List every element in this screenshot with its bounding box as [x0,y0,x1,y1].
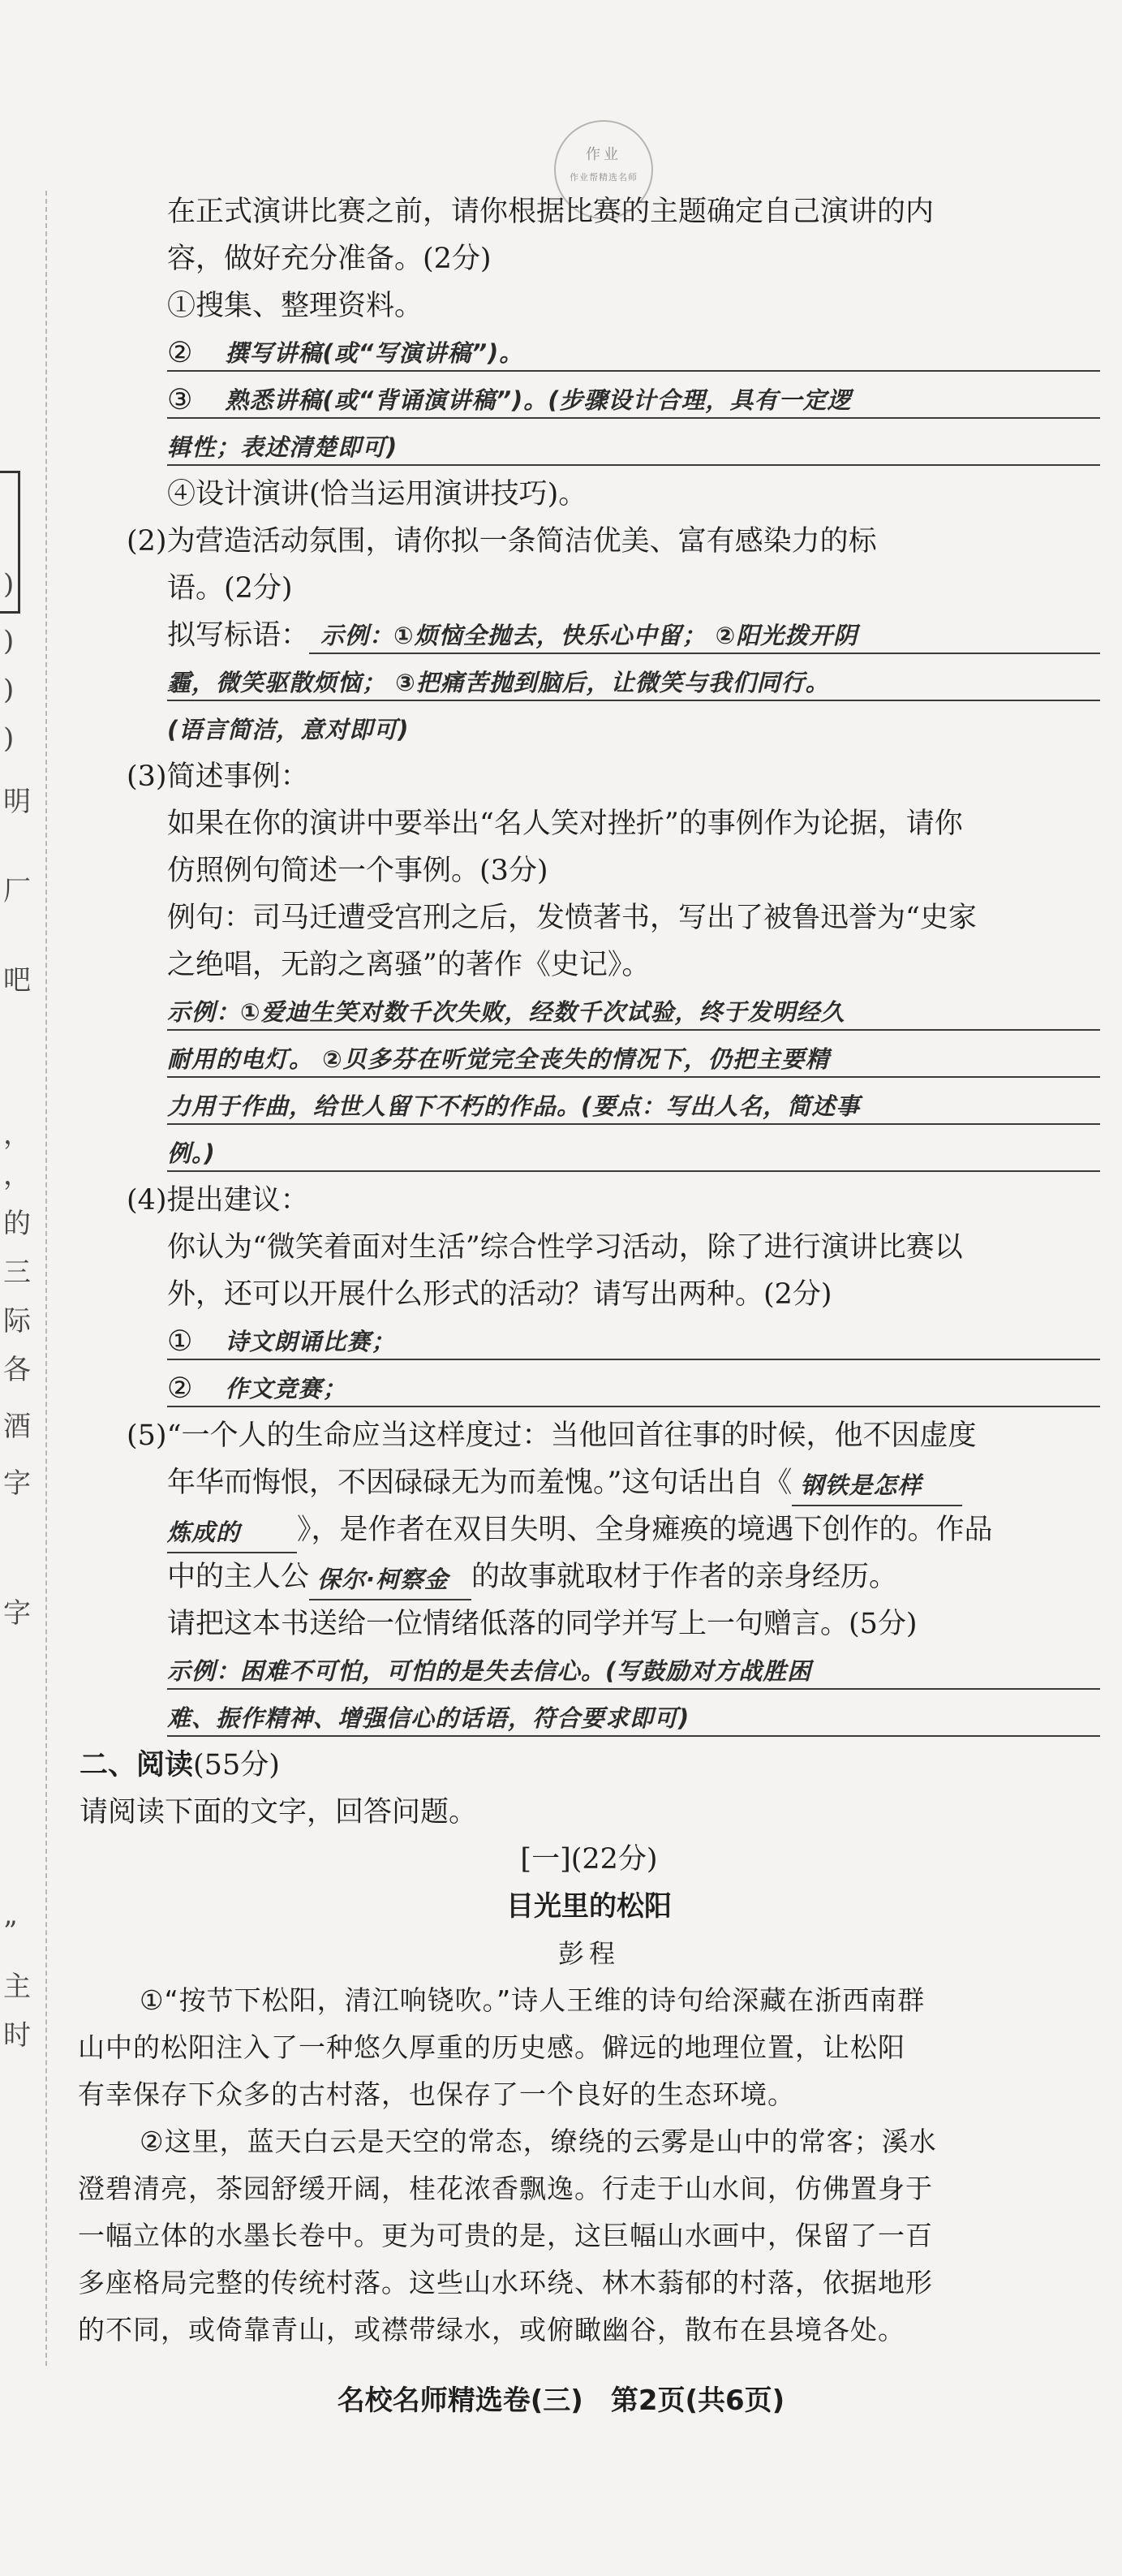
q3-answer-row [78,989,1100,1036]
edge-bleed-char: 厂 [3,875,31,907]
paragraph-2-line: 的不同，或倚靠青山，或襟带绿水，或俯瞰幽谷，散布在县境各处。 [78,2314,905,2346]
q4-prompt-line: 外，还可以开展什么形式的活动？请写出两种。(2分) [167,1278,832,1311]
edge-bleed-char: ) [3,674,15,706]
paragraph-1-line: 山中的松阳注入了一种悠久厚重的历史感。僻远的地理位置，让松阳 [78,2031,905,2063]
q4-item-2-prefix: ② [167,1372,193,1405]
left-edge-bleed-text [0,187,37,2297]
answer-underline [167,1688,1100,1690]
q1-step-3-answer: 熟悉讲稿(或“背诵演讲稿”)。(步骤设计合理，具有一定逻 [225,386,852,414]
q3-answer-line: 耐用的电灯。 ②贝多芬在听觉完全丧失的情况下，仍把主要精 [167,1045,830,1073]
answer-underline [167,464,1100,466]
q3-prompt-line: 仿照例句简述一个事例。(3分) [167,855,548,887]
q2-prompt-line: 语。(2分) [167,572,293,605]
paragraph-2-line: ②这里，蓝天白云是天空的常态，缭绕的云雾是山中的常客；溪水 [140,2126,937,2157]
q5-line-2 [78,1459,1100,1506]
q5-answer-line: 难、振作精神、增强信心的话语，符合要求即可) [167,1704,690,1732]
edge-bleed-char: 明 [3,786,31,818]
q5-line-2-text: 年华而悔恨，不因碌碌无为而羞愧。”这句话出自《 [167,1467,793,1499]
q2-slogan-line [78,612,1100,659]
edge-bleed-char: 吧 [3,964,31,997]
edge-bleed-char: ) [3,722,15,755]
q4-item-2 [78,1365,1100,1412]
q1-step-3-cont [78,424,1100,471]
edge-bleed-char: 际 [3,1305,31,1338]
stamp-title: 作业 [586,146,621,163]
q3-prompt-line: 如果在你的演讲中要举出“名人笑对挫折”的事例作为论据，请你 [167,808,963,840]
edge-bleed-char: ， [3,1159,31,1191]
edge-bleed-char: ) [3,625,15,657]
paragraph-1-line: ①“按节下松阳，清江响铙吹。”诗人王维的诗句给深藏在浙西南群 [140,1984,926,2016]
edge-bleed-char: 三 [3,1256,31,1289]
stamp-subtitle: 作业帮精选名师 [570,172,638,183]
q4-item-1-answer: 诗文朗诵比赛； [225,1328,396,1355]
q4-title: (4)提出建议： [127,1184,309,1217]
q4-item-2-answer: 作文竞赛； [225,1375,347,1402]
answer-underline [167,417,1100,419]
q5-line-4-post: 的故事就取材于作者的亲身经历。 [471,1561,898,1593]
section-2-score: (55分) [193,1749,280,1781]
q5-book-answer: 钢铁是怎样 [792,1466,962,1506]
answer-underline [167,1123,1100,1125]
paragraph-2-line: 多座格局完整的传统村落。这些山水环绕、林木蓊郁的村落，依据地形 [78,2267,933,2298]
section-2-instruction: 请阅读下面的文字，回答问题。 [80,1796,478,1829]
answer-underline [167,1735,1100,1737]
q5-answer-line: 示例：困难不可怕，可怕的是失去信心。(写鼓励对方战胜困 [167,1657,812,1685]
q3-title: (3)简述事例： [127,760,309,793]
q5-answer-row [78,1648,1100,1695]
q5-line-1: (5)“一个人的生命应当这样度过：当他回首往事的时候，他不因虚度 [127,1419,977,1452]
q1-intro-line: 容，做好充分准备。(2分) [167,243,492,275]
edge-bleed-char: ” [3,1915,18,1948]
q5-line-3-text: 》，是作者在双目失明、全身瘫痪的境遇下创作的。作品 [297,1514,993,1546]
q3-answer-row [78,1130,1100,1177]
q3-example-line: 例句：司马迁遭受宫刑之后，发愤著书，写出了被鲁迅誉为“史家 [167,902,977,934]
q1-step-3 [78,377,1100,424]
q1-step-2-answer: 撰写讲稿(或“写演讲稿”)。 [225,339,524,367]
q1-intro-line: 在正式演讲比赛之前，请你根据比赛的主题确定自己演讲的内 [167,196,935,228]
edge-bleed-char: 主 [3,1971,31,2003]
edge-bleed-char: ， [3,1118,31,1151]
exam-content [78,188,1100,2354]
q2-answer-cont [78,706,1100,753]
edge-bleed-char: 时 [3,2019,31,2052]
q3-answer-line: 力用于作曲，给世人留下不朽的作品。(要点：写出人名，简述事 [167,1092,861,1120]
q5-book-answer-cont: 炼成的 [167,1513,297,1553]
q3-answer-line: 例。) [167,1139,216,1167]
q5-line-5: 请把这本书送给一位情绪低落的同学并写上一句赠言。(5分) [167,1608,918,1640]
answer-underline [167,1170,1100,1172]
q2-answer: 示例：①烦恼全抛去，快乐心中留； ②阳光拨开阴 [320,622,858,649]
answer-underline [167,1406,1100,1407]
answer-underline [309,653,1100,654]
q5-line-3 [78,1506,1100,1553]
edge-bleed-char: 字 [3,1597,31,1630]
q1-step-3-answer-cont: 辑性；表述清楚即可) [167,433,398,461]
q4-prompt-line: 你认为“微笑着面对生活”综合性学习活动，除了进行演讲比赛以 [167,1231,963,1264]
paragraph-2-line: 澄碧清亮，茶园舒缓开阔，桂花浓香飘逸。行走于山水间，仿佛置身于 [78,2173,933,2204]
edge-bleed-char: 各 [3,1354,31,1386]
q2-prompt-line: (2)为营造活动氛围，请你拟一条简洁优美、富有感染力的标 [127,525,877,558]
article-author: 彭程 [557,1938,620,1969]
answer-underline [167,700,1100,701]
q2-answer-line: (语言简洁，意对即可) [167,716,410,743]
q1-step-2 [78,330,1100,377]
q3-answer-row [78,1083,1100,1130]
q3-answer-row [78,1036,1100,1083]
q1-step-2-prefix: ② [167,337,193,369]
section-2-heading [78,1742,1100,1789]
q1-step-4: ④设计演讲(恰当运用演讲技巧)。 [167,478,587,510]
q4-item-1-prefix: ① [167,1325,193,1358]
q5-line-4-pre: 中的主人公 [167,1561,310,1593]
answer-underline [167,1029,1100,1031]
answer-underline [167,370,1100,372]
edge-bleed-char: 的 [3,1208,31,1240]
edge-bleed-char: ) [3,568,15,601]
paragraph-2-line: 一幅立体的水墨长卷中。更为可贵的是，这巨幅山水画中，保留了一百 [78,2220,933,2251]
edge-bleed-char: 字 [3,1467,31,1500]
edge-bleed-char: 酒 [3,1411,31,1443]
binding-dashed-line [45,191,47,2366]
q2-answer-cont [78,659,1100,706]
q1-step-3-prefix: ③ [167,384,193,416]
q5-hero-answer: 保尔·柯察金 [309,1560,471,1600]
section-2-title: 二、阅读 [80,1749,194,1781]
q5-line-4 [78,1553,1100,1600]
q2-label: 拟写标语： [167,619,310,652]
answer-underline [167,1076,1100,1078]
q3-example-line: 之绝唱，无韵之离骚”的著作《史记》。 [167,949,651,981]
article-title: 目光里的松阳 [506,1890,672,1923]
part-1-label: [一](22分) [520,1843,658,1876]
q3-answer-line: 示例：①爱迪生笑对数千次失败，经数千次试验，终于发明经久 [167,998,845,1026]
paragraph-1-line: 有幸保存下众多的古村落，也保存了一个良好的生态环境。 [78,2078,795,2110]
q4-item-1 [78,1318,1100,1365]
page-footer: 名校名师精选卷(三) 第2页(共6页) [337,2384,785,2417]
answer-underline [167,1359,1100,1360]
q5-answer-row [78,1695,1100,1742]
q2-answer-line: 霾，微笑驱散烦恼； ③把痛苦抛到脑后，让微笑与我们同行。 [167,669,830,696]
q1-step-1: ①搜集、整理资料。 [167,290,423,322]
